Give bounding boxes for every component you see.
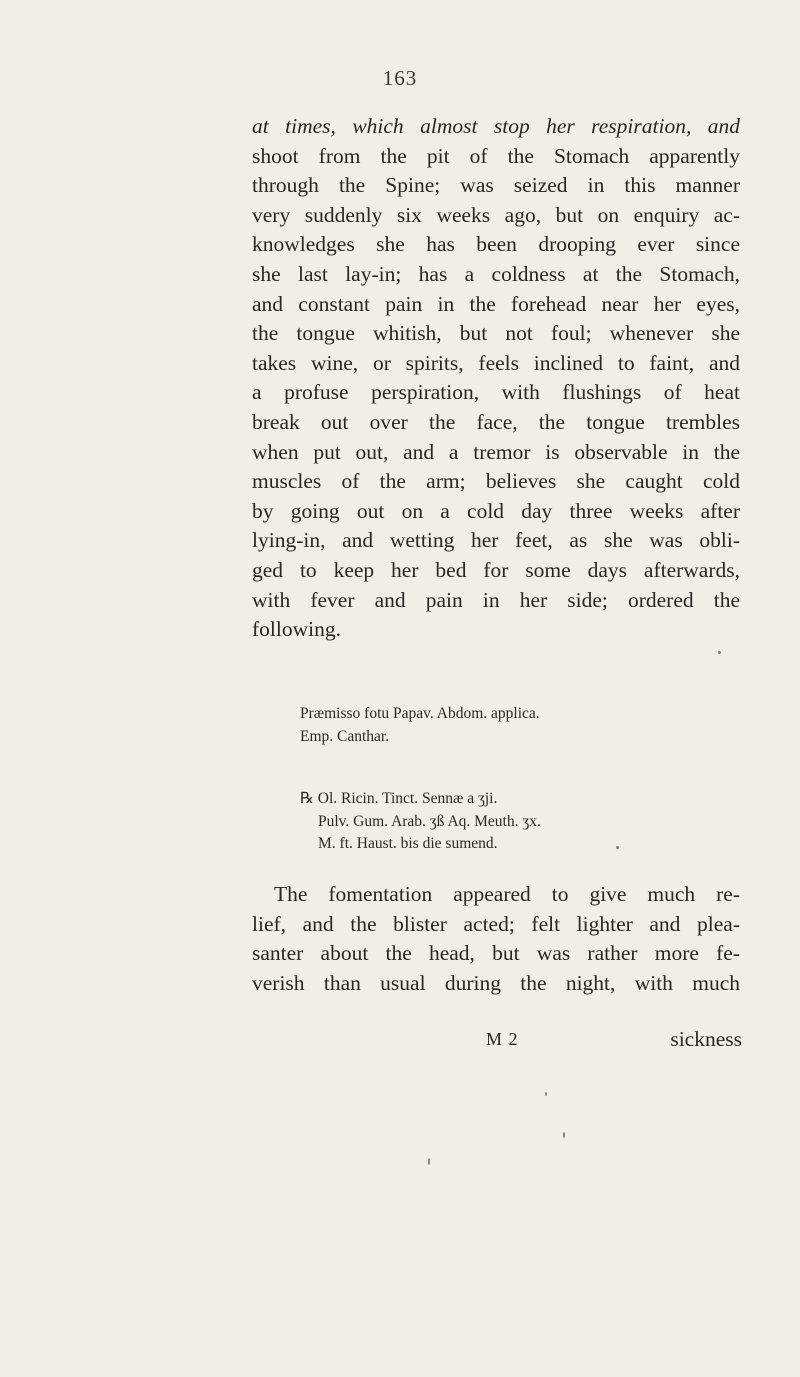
prescription-draught bbox=[300, 788, 730, 856]
paper-speck bbox=[563, 1132, 565, 1138]
text-line: The fomentation appeared to give much re- bbox=[274, 882, 740, 906]
text-line: knowledges she has been drooping ever since bbox=[252, 232, 740, 257]
case-paragraph-2 bbox=[252, 880, 740, 998]
prescription-fomentation bbox=[300, 703, 730, 748]
text-line: verish than usual during the night, with much bbox=[252, 970, 740, 995]
text-line: and constant pain in the forehead near her eyes, bbox=[252, 291, 740, 316]
text-line: a profuse perspiration, with flushings of heat bbox=[252, 380, 740, 405]
text-line: with fever and pain in her side; ordered the bbox=[252, 587, 740, 612]
prescription-line: Præmisso fotu Papav. Abdom. applica. bbox=[300, 705, 540, 722]
prescription-line: Pulv. Gum. Arab. ʒß Aq. Meuth. ʒx. bbox=[318, 812, 541, 830]
text-line: the tongue whitish, but not foul; whenever she bbox=[252, 321, 740, 346]
text-line: ged to keep her bed for some days afterwards, bbox=[252, 557, 740, 582]
text-line: takes wine, or spirits, feels inclined to faint, and bbox=[252, 350, 740, 375]
text-line: muscles of the arm; believes she caught cold bbox=[252, 469, 740, 494]
catchword: sickness bbox=[670, 1027, 742, 1051]
prescription-line: Emp. Canthar. bbox=[300, 727, 390, 745]
paper-speck bbox=[616, 846, 619, 849]
text-line: shoot from the pit of the Stomach apparently bbox=[252, 143, 740, 168]
text-line: at times, which almost stop her respiration, and bbox=[252, 114, 740, 138]
text-line: when put out, and a tremor is observable in the bbox=[252, 439, 740, 464]
text-line: break out over the face, the tongue trembles bbox=[252, 409, 740, 434]
text-line: very suddenly six weeks ago, but on enquiry ac- bbox=[252, 202, 740, 227]
case-paragraph-1 bbox=[252, 112, 740, 645]
text-line: she last lay-in; has a coldness at the Stomach, bbox=[252, 261, 740, 286]
prescription-line: ℞ Ol. Ricin. Tinct. Sennæ a ʒji. bbox=[300, 790, 498, 807]
text-line: through the Spine; was seized in this manner bbox=[252, 173, 740, 198]
text-line: santer about the head, but was rather more fe- bbox=[252, 941, 740, 966]
text-line: lying-in, and wetting her feet, as she was obli- bbox=[252, 528, 740, 553]
text-line: by going out on a cold day three weeks after bbox=[252, 498, 740, 523]
text-line: following. bbox=[252, 617, 341, 642]
signature-mark: M 2 bbox=[486, 1029, 519, 1049]
paper-speck bbox=[428, 1158, 430, 1165]
paper-speck bbox=[545, 1092, 547, 1096]
prescription-line: M. ft. Haust. bis die sumend. bbox=[318, 835, 498, 852]
text-line: lief, and the blister acted; felt lighter and plea- bbox=[252, 911, 740, 936]
page-number: 163 bbox=[382, 66, 418, 90]
paper-speck bbox=[718, 651, 721, 654]
